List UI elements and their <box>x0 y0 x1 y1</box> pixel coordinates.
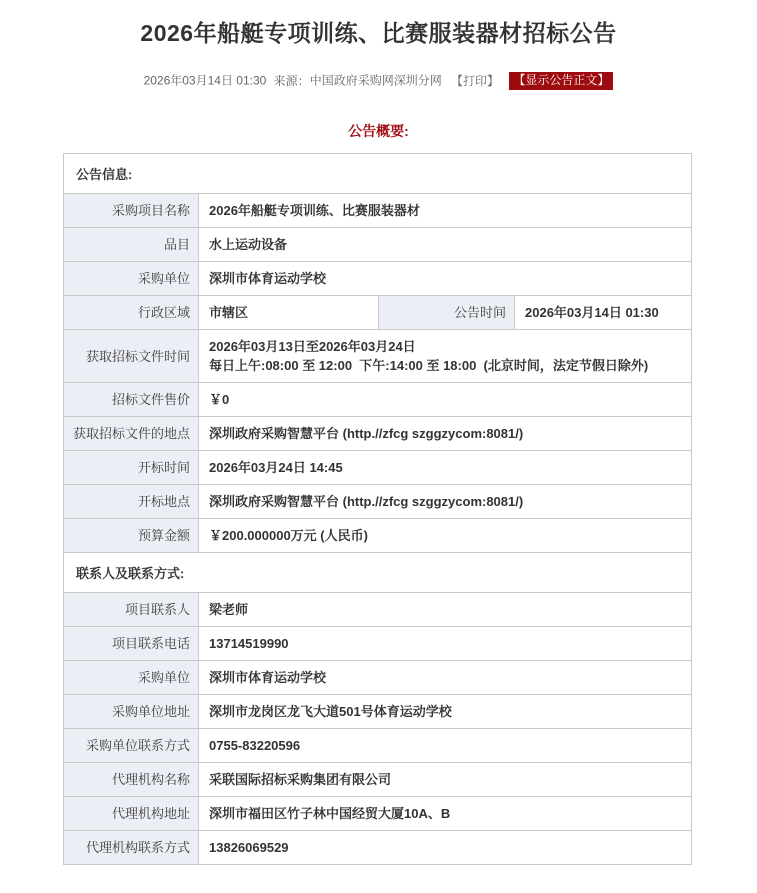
show-announcement-text-button[interactable]: 【显示公告正文】 <box>509 72 613 90</box>
table-row <box>64 797 692 831</box>
table-row <box>64 228 692 262</box>
source-label: 来源： <box>273 73 310 88</box>
row-value: 2026年船艇专项训练、比赛服装器材 <box>199 194 692 228</box>
row-value: 2026年03月24日 14:45 <box>199 451 692 485</box>
table-row <box>64 519 692 553</box>
row-label: 预算金额 <box>64 519 199 553</box>
row-label: 采购项目名称 <box>64 194 199 228</box>
row-value: 梁老师 <box>199 593 692 627</box>
row-label: 行政区域 <box>64 296 199 330</box>
row-value: 13826069529 <box>199 831 692 865</box>
table-row <box>64 451 692 485</box>
row-label: 采购单位联系方式 <box>64 729 199 763</box>
row-value: 2026年03月14日 01:30 <box>515 296 692 330</box>
table-row <box>64 417 692 451</box>
row-label: 采购单位地址 <box>64 695 199 729</box>
row-value: 采联国际招标采购集团有限公司 <box>199 763 692 797</box>
row-value: 0755-83220596 <box>199 729 692 763</box>
table-row <box>64 485 692 519</box>
row-label: 获取招标文件时间 <box>64 330 199 383</box>
row-label: 公告时间 <box>379 296 515 330</box>
publish-datetime: 2026年03月14日 01:30 <box>143 73 267 88</box>
row-value: ￥200.000000万元 (人民币) <box>199 519 692 553</box>
row-value <box>199 330 692 383</box>
table-row <box>64 296 692 330</box>
row-value: 深圳市体育运动学校 <box>199 661 692 695</box>
row-label: 获取招标文件的地点 <box>64 417 199 451</box>
row-value-line-2: 每日上午:08:00 至 12:00 下午:14:00 至 18:00 (北京时间，法定节假日除外) <box>209 358 649 373</box>
table-row <box>64 627 692 661</box>
table-row <box>64 831 692 865</box>
table-row <box>64 194 692 228</box>
row-label: 项目联系电话 <box>64 627 199 661</box>
table-row <box>64 695 692 729</box>
print-button[interactable]: 【打印】 <box>451 73 500 88</box>
table-row <box>64 383 692 417</box>
row-label: 品目 <box>64 228 199 262</box>
announcement-table <box>63 153 692 865</box>
row-value: 深圳市福田区竹子林中国经贸大厦10A、B <box>199 797 692 831</box>
row-label: 代理机构名称 <box>64 763 199 797</box>
row-value: 水上运动设备 <box>199 228 692 262</box>
row-label: 采购单位 <box>64 262 199 296</box>
row-label: 项目联系人 <box>64 593 199 627</box>
row-label: 采购单位 <box>64 661 199 695</box>
row-value: 深圳市龙岗区龙飞大道501号体育运动学校 <box>199 695 692 729</box>
row-value-line-1: 2026年03月13日至2026年03月24日 <box>209 339 416 354</box>
meta-line <box>63 72 694 90</box>
section-header-row <box>64 553 692 593</box>
source-name: 中国政府采购网深圳分网 <box>309 73 442 88</box>
row-value: 深圳市体育运动学校 <box>199 262 692 296</box>
row-value: 深圳政府采购智慧平台 (http.//zfcg szggzycom:8081/) <box>199 485 692 519</box>
announcement-page <box>63 0 694 893</box>
table-row <box>64 593 692 627</box>
table-row <box>64 330 692 383</box>
section-header-info: 公告信息: <box>64 154 692 194</box>
summary-heading: 公告概要: <box>348 123 409 139</box>
row-value: 市辖区 <box>199 296 379 330</box>
row-value: ￥0 <box>199 383 692 417</box>
row-label: 开标时间 <box>64 451 199 485</box>
row-label: 招标文件售价 <box>64 383 199 417</box>
section-header-contact: 联系人及联系方式: <box>64 553 692 593</box>
table-row <box>64 763 692 797</box>
table-row <box>64 262 692 296</box>
row-label: 代理机构地址 <box>64 797 199 831</box>
row-value: 深圳政府采购智慧平台 (http.//zfcg szggzycom:8081/) <box>199 417 692 451</box>
table-row <box>64 661 692 695</box>
row-value: 13714519990 <box>199 627 692 661</box>
page-title: 2026年船艇专项训练、比赛服装器材招标公告 <box>140 20 617 46</box>
row-label: 开标地点 <box>64 485 199 519</box>
row-label: 代理机构联系方式 <box>64 831 199 865</box>
table-row <box>64 729 692 763</box>
section-header-row <box>64 154 692 194</box>
